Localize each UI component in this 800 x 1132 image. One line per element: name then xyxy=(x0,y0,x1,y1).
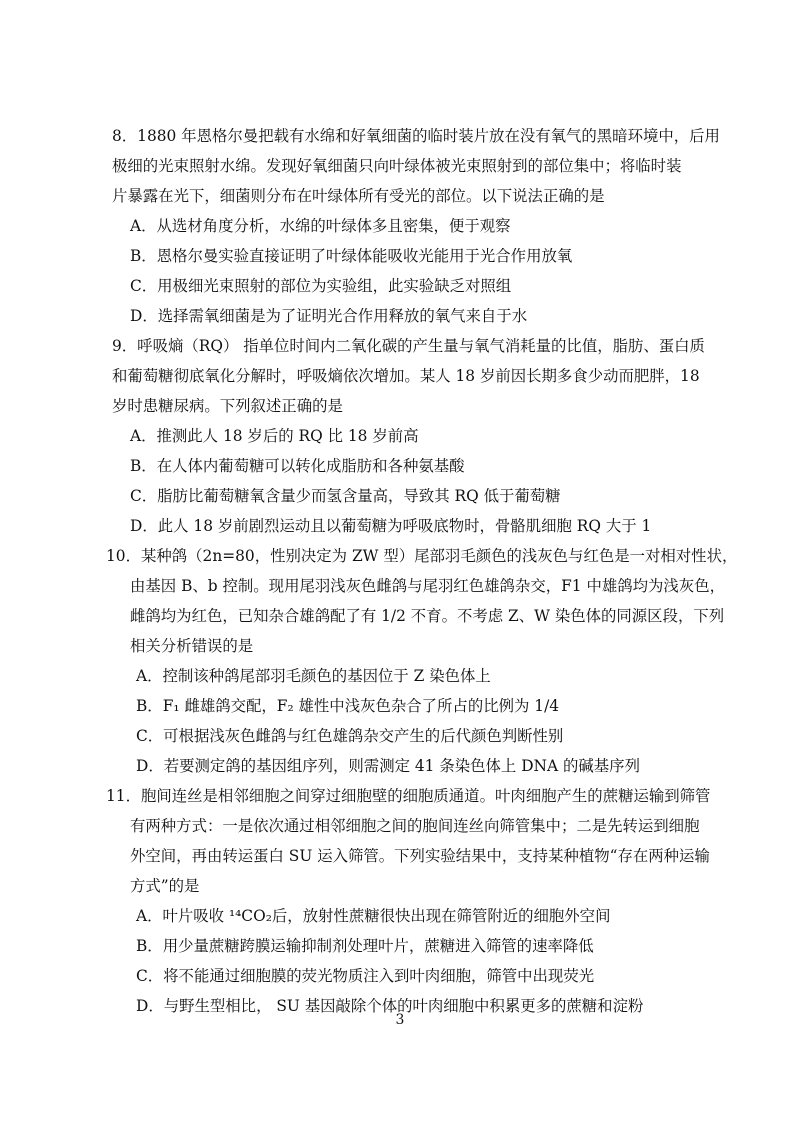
q8-stem-line-1: 8．1880 年恩格尔曼把载有水绵和好氧细菌的临时装片放在没有氧气的黑暗环境中，后用 xyxy=(112,127,720,145)
q10-stem-line-2: 由基因 B、b 控制。现用尾羽浅灰色雌鸽与尾羽红色雄鸽杂交，F1 中雄鸽均为浅灰色， xyxy=(130,577,725,595)
page-number: 3 xyxy=(395,1012,405,1028)
q11-stem-line-1: 11．胞间连丝是相邻细胞之间穿过细胞壁的细胞质通道。叶肉细胞产生的蔗糖运输到筛管 xyxy=(106,787,711,805)
q11-stem-line-4: 方式”的是 xyxy=(130,877,200,895)
q11-stem-line-3: 外空间，再由转运蛋白 SU 运入筛管。下列实验结果中，支持某种植物“存在两种运输 xyxy=(130,847,710,865)
q8-option-a: A．从选材角度分析，水绵的叶绿体多且密集，便于观察 xyxy=(130,217,511,235)
q8-option-b: B．恩格尔曼实验直接证明了叶绿体能吸收光能用于光合作用放氧 xyxy=(130,247,573,265)
q10-option-b: B．F₁ 雌雄鸽交配，F₂ 雄性中浅灰色杂合了所占的比例为 1/4 xyxy=(136,697,560,715)
q10-option-d: D．若要测定鸽的基因组序列，则需测定 41 条染色体上 DNA 的碱基序列 xyxy=(136,757,640,775)
q8-option-c: C．用极细光束照射的部位为实验组，此实验缺乏对照组 xyxy=(130,277,512,295)
q10-option-c: C．可根据浅灰色雌鸽与红色雄鸽杂交产生的后代颜色判断性别 xyxy=(136,727,564,745)
q11-stem-line-2: 有两种方式：一是依次通过相邻细胞之间的胞间连丝向筛管集中；二是先转运到细胞 xyxy=(130,817,700,835)
q8-stem-line-3: 片暴露在光下，细菌则分布在叶绿体所有受光的部位。以下说法正确的是 xyxy=(112,187,605,205)
q10-stem-line-3: 雌鸽均为红色，已知杂合雄鸽配了有 1/2 不育。不考虑 Z、W 染色体的同源区段，下列 xyxy=(130,607,725,625)
q11-option-a: A．叶片吸收 ¹⁴CO₂后，放射性蔗糖很快出现在筛管附近的细胞外空间 xyxy=(136,907,611,925)
q9-option-b: B．在人体内葡萄糖可以转化成脂肪和各种氨基酸 xyxy=(130,457,465,475)
q9-option-c: C．脂肪比葡萄糖氧含量少而氢含量高，导致其 RQ 低于葡萄糖 xyxy=(130,487,561,505)
q11-option-d: D．与野生型相比， SU 基因敲除个体的叶肉细胞中积累更多的蔗糖和淀粉 xyxy=(136,997,644,1015)
q9-option-a: A．推测此人 18 岁后的 RQ 比 18 岁前高 xyxy=(130,427,419,445)
q8-option-d: D．选择需氧细菌是为了证明光合作用释放的氧气来自于水 xyxy=(130,307,528,325)
q10-option-a: A．控制该种鸽尾部羽毛颜色的基因位于 Z 染色体上 xyxy=(136,667,491,685)
q9-stem-line-2: 和葡萄糖彻底氧化分解时，呼吸熵依次增加。某人 18 岁前因长期多食少动而肥胖，18 xyxy=(112,367,700,385)
q10-stem-line-1: 10．某种鸽（2n=80，性别决定为 ZW 型）尾部羽毛颜色的浅灰色与红色是一对相对性状， xyxy=(106,547,738,565)
q10-stem-line-4: 相关分析错误的是 xyxy=(130,637,254,655)
q11-option-b: B．用少量蔗糖跨膜运输抑制剂处理叶片，蔗糖进入筛管的速率降低 xyxy=(136,937,594,955)
q9-option-d: D．此人 18 岁前剧烈运动且以葡萄糖为呼吸底物时，骨骼肌细胞 RQ 大于 1 xyxy=(130,517,652,535)
q8-stem-line-2: 极细的光束照射水绵。发现好氧细菌只向叶绿体被光束照射到的部位集中；将临时装 xyxy=(112,157,682,175)
q9-stem-line-3: 岁时患糖尿病。下列叙述正确的是 xyxy=(112,397,343,415)
q9-stem-line-1: 9．呼吸熵（RQ） 指单位时间内二氧化碳的产生量与氧气消耗量的比值，脂肪、蛋白质 xyxy=(112,337,705,355)
q11-option-c: C．将不能通过细胞膜的荧光物质注入到叶肉细胞，筛管中出现荧光 xyxy=(136,967,595,985)
